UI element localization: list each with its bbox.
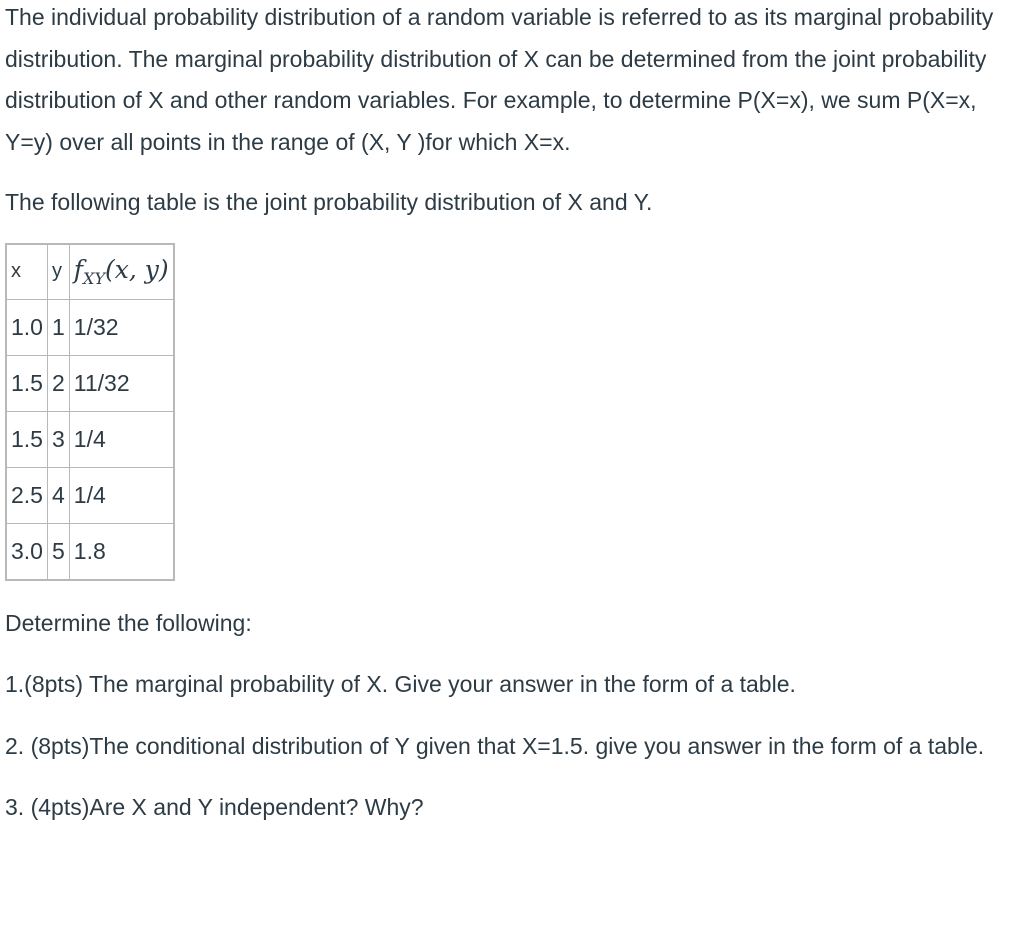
cell-x: 1.5 xyxy=(6,411,47,467)
table-row xyxy=(6,299,174,355)
cell-x: 1.5 xyxy=(6,355,47,411)
header-y: y xyxy=(47,244,69,300)
table-row xyxy=(6,355,174,411)
question-1: 1.(8pts) The marginal probability of X. Give your answer in the form of a table. xyxy=(5,671,796,697)
cell-x: 2.5 xyxy=(6,467,47,523)
cell-x: 1.0 xyxy=(6,299,47,355)
cell-probability: 1.8 xyxy=(69,523,173,580)
cell-probability: 1/4 xyxy=(69,467,173,523)
cell-y: 4 xyxy=(47,467,69,523)
table-header-row xyxy=(6,244,174,300)
cell-probability: 11/32 xyxy=(69,355,173,411)
question-3: 3. (4pts)Are X and Y independent? Why? xyxy=(5,794,424,820)
table-row xyxy=(6,523,174,580)
header-x: x xyxy=(6,244,47,300)
cell-probability: 1/32 xyxy=(69,299,173,355)
header-joint-pmf xyxy=(69,244,173,300)
joint-distribution-table xyxy=(5,243,175,581)
cell-y: 2 xyxy=(47,355,69,411)
cell-x: 3.0 xyxy=(6,523,47,580)
intro-paragraph: The individual probability distribution of a random variable is referred to as its marginal probability distribution. The marginal probability distribution of X can be determined from the joint probability distribution of X and other random variables. For example, to determine P(X=x), we sum P(X=x, Y=y) over all points in the range of (X, Y )for which X=x. xyxy=(5,4,994,155)
cell-probability: 1/4 xyxy=(69,411,173,467)
table-intro-text: The following table is the joint probability distribution of X and Y. xyxy=(5,189,653,215)
cell-y: 3 xyxy=(47,411,69,467)
joint-pmf-symbol: $f_{XY}(x$, y) xyxy=(73,255,169,288)
questions-heading: Determine the following: xyxy=(5,609,252,636)
document-page xyxy=(5,0,1019,829)
question-2: 2. (8pts)The conditional distribution of Y given that X=1.5. give you answer in the form of a table. xyxy=(5,732,985,759)
table-row xyxy=(6,467,174,523)
cell-y: 1 xyxy=(47,299,69,355)
table-row xyxy=(6,411,174,467)
cell-y: 5 xyxy=(47,523,69,580)
